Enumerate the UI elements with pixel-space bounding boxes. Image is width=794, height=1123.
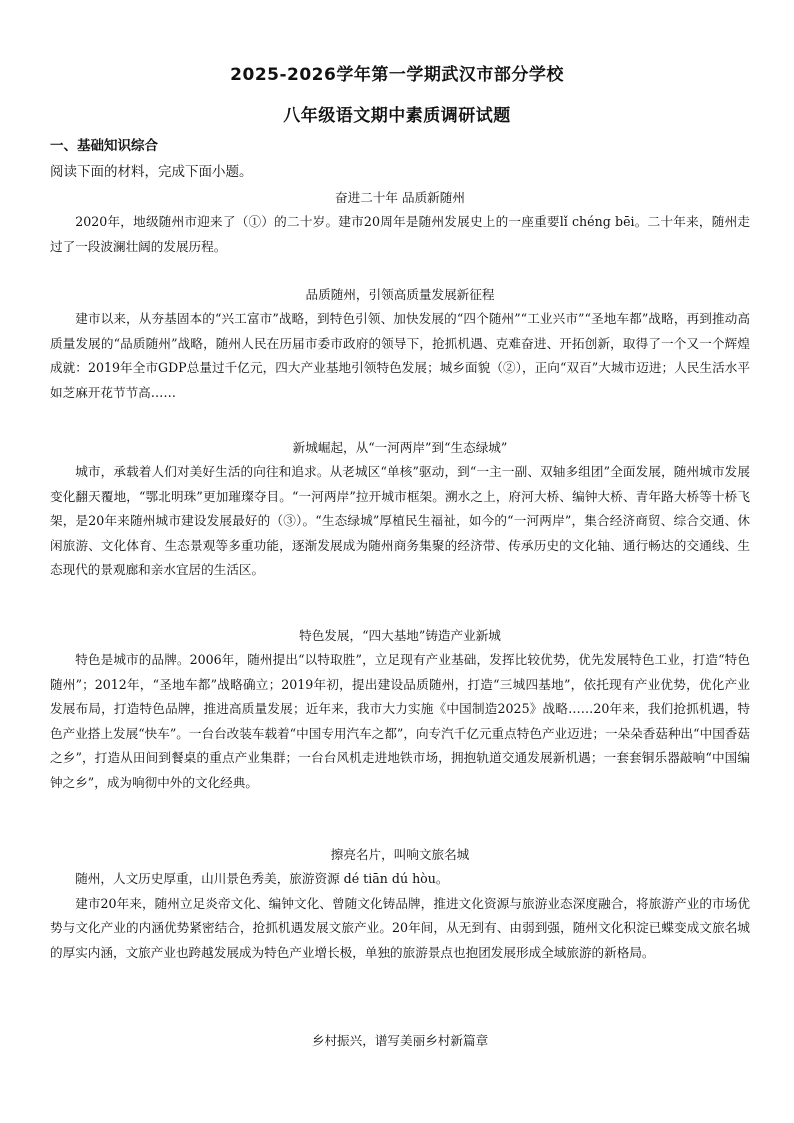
paragraph: 建市以来，从夯基固本的“兴工富市”战略，到特色引领、加快发展的“四个随州”“工业兴市”“圣地车都”战略，再到推动高质量发展的“品质随州”战略，随州人民在历届市委市政府的领导下，抢抓机遇、克难奋进、开拓创新，取得了一个又一个辉煌成就：2019年全市GDP总量过千亿元，四大产业基地引领特色发展；城乡面貌（②），正向“双百”大城市迈进；人民生活水平如芝麻开花节节高……	[50, 311, 750, 400]
exam-title-line1: 2025-2026学年第一学期武汉市部分学校	[230, 65, 564, 85]
subsection-heading: 品质随州，引领高质量发展新征程	[305, 287, 495, 302]
article-title: 奋进二十年 品质新随州	[335, 190, 465, 205]
subsection-heading: 擦亮名片，叫响文旅名城	[330, 847, 470, 862]
article-intro: 2020年，地级随州市迎来了（①）的二十岁。建市20周年是随州发展史上的一座重要lǐ chéng bēi。二十年来，随州走过了一段波澜壮阔的发展历程。	[50, 214, 750, 254]
article-block-1	[50, 186, 750, 259]
exam-title-line2: 八年级语文期中素质调研试题	[283, 106, 511, 126]
paragraph: 建市20年来，随州立足炎帝文化、编钟文化、曾随文化铸品牌，推进文化资源与旅游业态深度融合，将旅游产业的市场优势与文化产业的内涵优势紧密结合，抢抓机遇发展文旅产业。20年间，从无到有、由弱到强，随州文化积淀已蝶变成文旅名城的厚实内涵，文旅产业也跨越发展成为特色产业增长极，单独的旅游景点也抱团发展形成全域旅游的新格局。	[50, 895, 750, 960]
subsection-heading: 新城崛起，从“一河两岸”到“生态绿城”	[292, 440, 508, 455]
article-section-1	[50, 283, 750, 405]
subsection-heading: 乡村振兴，谱写美丽乡村新篇章	[311, 1033, 489, 1048]
subsection-heading: 特色发展，“四大基地”铸造产业新城	[299, 628, 501, 643]
section-instruction: 阅读下面的材料，完成下面小题。	[50, 164, 253, 180]
article-section-3	[50, 624, 750, 796]
article-section-2	[50, 436, 750, 583]
article-section-5	[50, 1029, 750, 1053]
section-heading: 一、基础知识综合	[50, 138, 158, 154]
paragraph: 随州，人文历史厚重，山川景色秀美，旅游资源 dé tiān dú hòu。	[75, 871, 449, 886]
paragraph: 城市，承载着人们对美好生活的向往和追求。从老城区“单核”驱动，到“一主一副、双轴多组团”全面发展，随州城市发展变化翻天覆地，“鄂北明珠”更加璀璨夺目。“一河两岸”拉开城市框架。溯水之上，府河大桥、编钟大桥、青年路大桥等十桥飞架，是20年来随州城市建设发展最好的（③）。“生态绿城”厚植民生福祉，如今的“一河两岸”，集合经济商贸、综合交通、休闲旅游、文化体育、生态景观等多重功能，逐渐发展成为随州商务集聚的经济带、传承历史的文化轴、通行畅达的交通线、生态现代的景观廊和亲水宜居的生活区。	[50, 464, 750, 578]
paragraph: 特色是城市的品牌。2006年，随州提出“以特取胜”，立足现有产业基础，发挥比较优势，优先发展特色工业，打造“特色随州”；2012年，“圣地车都”战略确立；2019年初，提出建设品质随州，打造“三城四基地”，依托现有产业优势，优化产业发展布局，打造特色品牌，推进高质量发展；近年来，我市大力实施《中国制造2025》战略……20年来，我们抢抓机遇，特色产业搭上发展“快车”。一台台改装车载着“中国专用汽车之都”，向专汽千亿元重点特色产业迈进；一朵朵香菇种出“中国香菇之乡”，打造从田间到餐桌的重点产业集群；一台台风机走进地铁市场，拥抱轨道交通发展新机遇；一套套铜乐器敲响“中国编钟之乡”，成为响彻中外的文化经典。	[50, 652, 750, 790]
article-section-4	[50, 843, 750, 965]
